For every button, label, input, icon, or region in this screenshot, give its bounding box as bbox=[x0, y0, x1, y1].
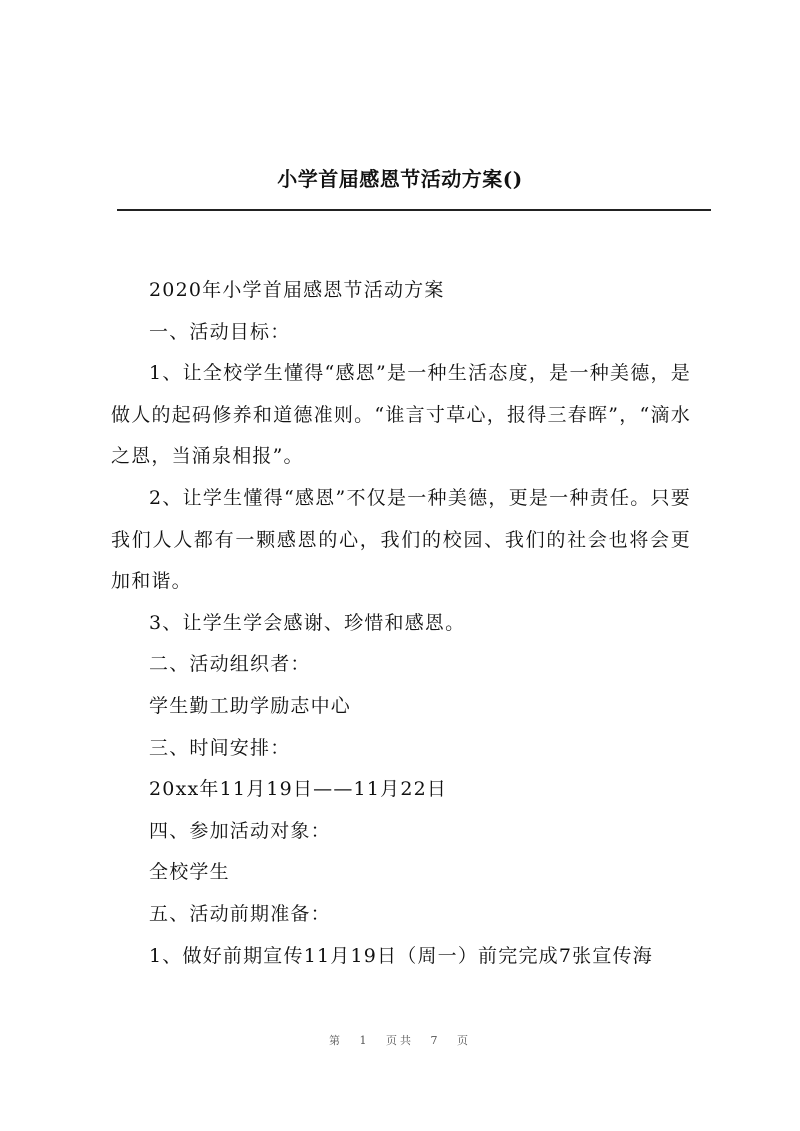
paragraph: 三、时间安排： bbox=[149, 736, 291, 759]
paragraph: 全校学生 bbox=[149, 861, 230, 884]
page-label-middle: 页共 bbox=[386, 1034, 414, 1047]
page-label-prefix: 第 bbox=[329, 1034, 343, 1047]
paragraph: 四、参加活动对象： bbox=[149, 819, 331, 842]
paragraph: 一、活动目标： bbox=[149, 320, 291, 343]
current-page-number: 1 bbox=[359, 1034, 370, 1047]
paragraph: 3、让学生学会感谢、珍惜和感恩。 bbox=[149, 611, 466, 634]
page-title: 小学首届感恩节活动方案() bbox=[277, 167, 523, 191]
paragraph: 1、做好前期宣传11月19日（周一）前完完成7张宣传海 bbox=[149, 944, 653, 967]
title-divider bbox=[117, 209, 711, 211]
paragraph: 2、让学生懂得“感恩”不仅是一种美德，更是一种责任。只要我们人人都有一颗感恩的心，我们的校园、我们的社会也将会更加和谐。 bbox=[111, 486, 691, 593]
paragraph: 20xx年11月19日——11月22日 bbox=[149, 778, 448, 801]
paragraph: 学生勤工助学励志中心 bbox=[149, 694, 352, 717]
paragraph: 2020年小学首届感恩节活动方案 bbox=[149, 279, 445, 301]
page-footer bbox=[0, 1032, 800, 1048]
paragraph: 二、活动组织者： bbox=[149, 653, 311, 676]
paragraph: 五、活动前期准备： bbox=[149, 902, 331, 925]
total-page-count: 7 bbox=[430, 1034, 441, 1047]
document-body bbox=[111, 270, 691, 977]
paragraph: 1、让全校学生懂得“感恩”是一种生活态度，是一种美德，是做人的起码修养和道德准则。“谁言寸草心，报得三春晖”，“滴水之恩，当涌泉相报”。 bbox=[111, 362, 691, 468]
page-label-suffix: 页 bbox=[457, 1034, 471, 1047]
